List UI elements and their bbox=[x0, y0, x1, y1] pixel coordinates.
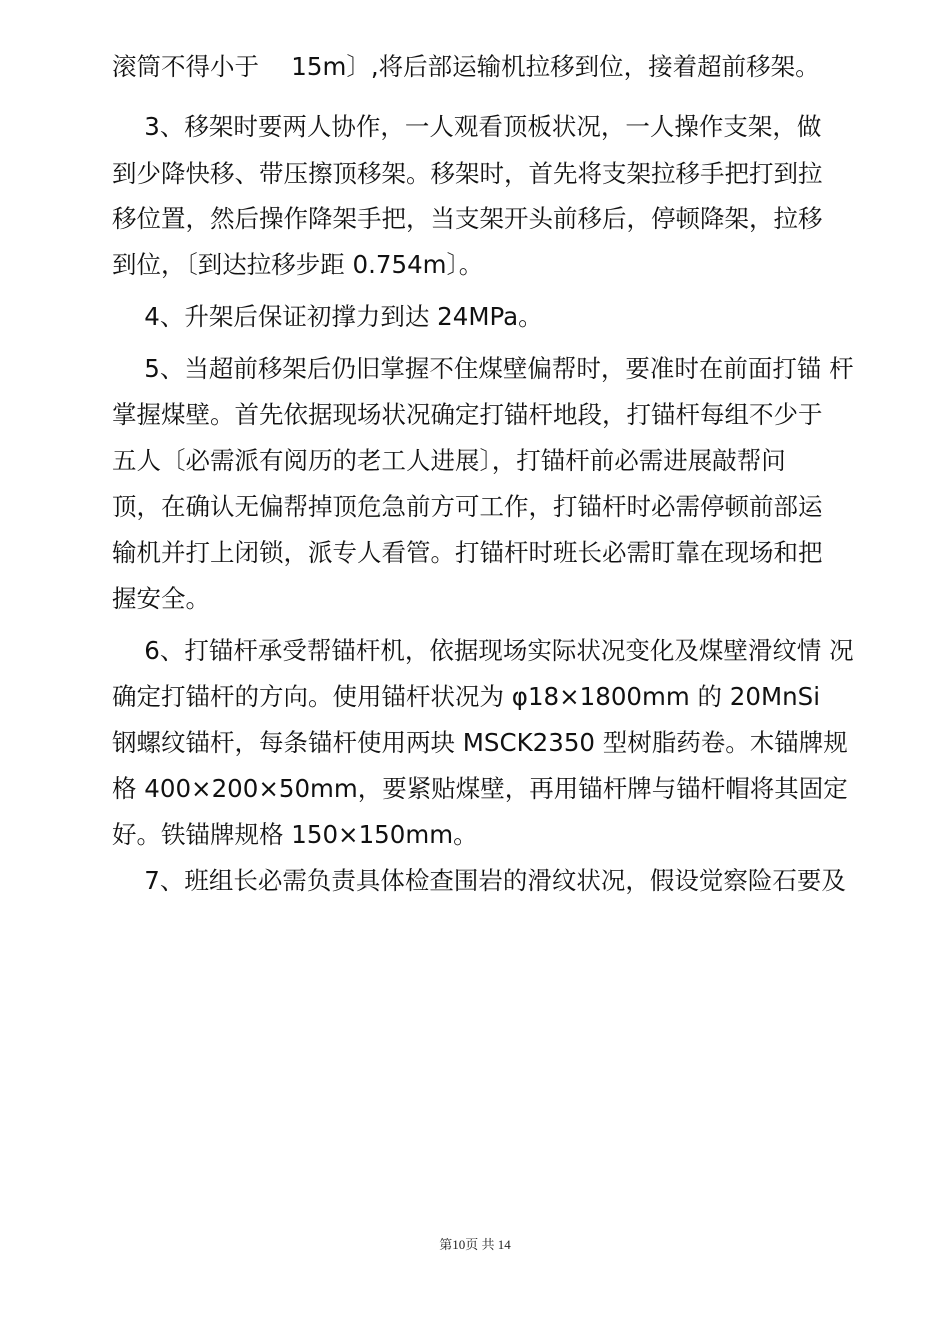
text-line: 钢螺纹锚杆，每条锚杆使用两块 MSCK2350 型树脂药卷。木锚牌规 bbox=[112, 728, 848, 757]
text-line: 掌握煤壁。首先依据现场状况确定打锚杆地段，打锚杆每组不少于 bbox=[112, 400, 823, 429]
text-line: 5、当超前移架后仍旧掌握不住煤壁偏帮时，要准时在前面打锚 杆 bbox=[112, 354, 854, 383]
text-line: 3、移架时要两人协作，一人观看顶板状况，一人操作支架，做 bbox=[112, 112, 822, 141]
text-line: 4、升架后保证初撑力到达 24MPa。 bbox=[112, 302, 543, 331]
text-line: 好。铁锚牌规格 150×150mm。 bbox=[112, 820, 478, 849]
text-line: 到少降快移、带压擦顶移架。移架时，首先将支架拉移手把打到拉 bbox=[112, 159, 823, 188]
text-line: 输机并打上闭锁，派专人看管。打锚杆时班长必需盯靠在现场和把 bbox=[112, 538, 823, 567]
text-line: 滚筒不得小于 15m〕,将后部运输机拉移到位，接着超前移架。 bbox=[112, 52, 820, 81]
text-line: 到位，〔到达拉移步距 0.754m〕。 bbox=[112, 250, 484, 279]
page-footer: 第10页 共 14 bbox=[439, 1237, 511, 1252]
text-line: 握安全。 bbox=[112, 584, 210, 613]
text-line: 五人〔必需派有阅历的老工人进展〕，打锚杆前必需进展敲帮问 bbox=[112, 446, 786, 475]
text-line: 6、打锚杆承受帮锚杆机，依据现场实际状况变化及煤壁滑纹情 况 bbox=[112, 636, 854, 665]
text-line: 移位置，然后操作降架手把，当支架开头前移后，停顿降架，拉移 bbox=[112, 204, 823, 233]
text-line: 顶，在确认无偏帮掉顶危急前方可工作，打锚杆时必需停顿前部运 bbox=[112, 492, 823, 521]
text-line: 确定打锚杆的方向。使用锚杆状况为 φ18×1800mm 的 20MnSi bbox=[112, 682, 821, 711]
text-line: 格 400×200×50mm，要紧贴煤壁，再用锚杆牌与锚杆帽将其固定 bbox=[112, 774, 848, 803]
text-line: 7、班组长必需负责具体检查围岩的滑纹状况，假设觉察险石要及 bbox=[112, 866, 846, 895]
